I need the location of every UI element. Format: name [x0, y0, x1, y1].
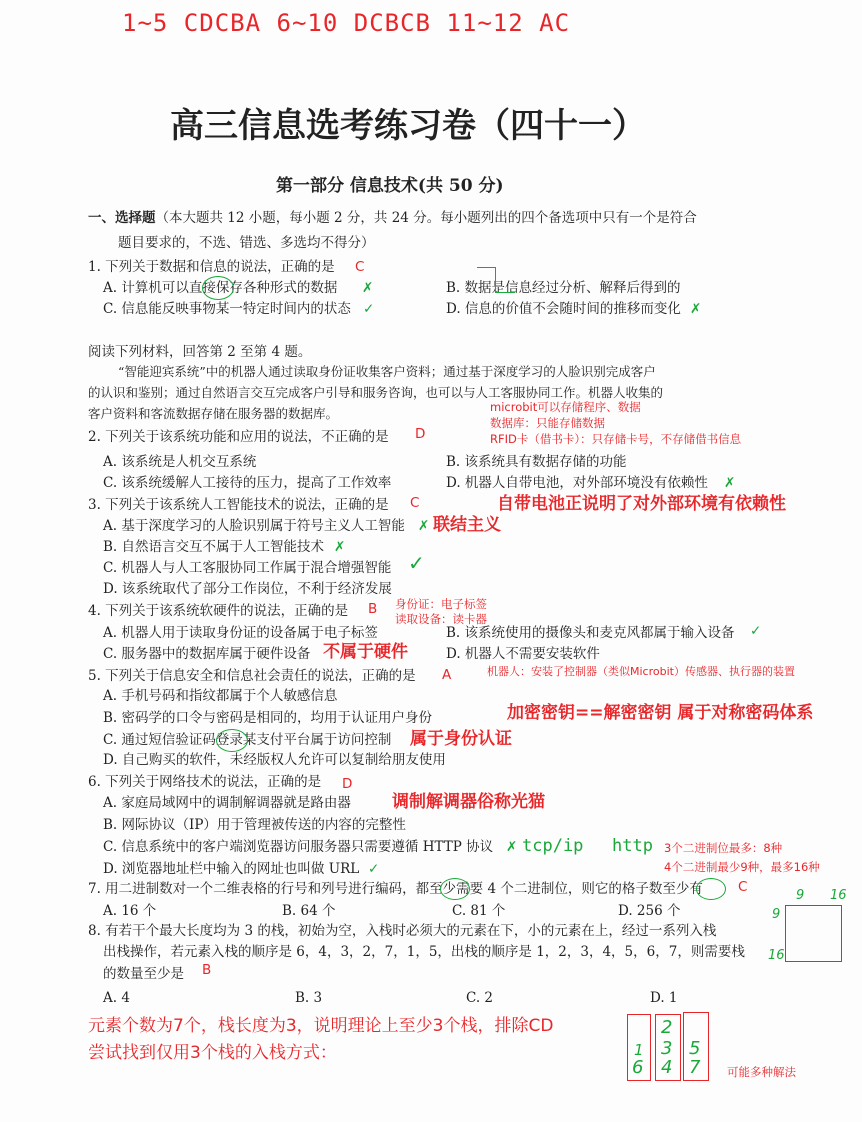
stack-element: 7: [689, 1057, 701, 1078]
q6-option-c: C. 信息系统中的客户端浏览器访问服务器只需要遵循 HTTP 协议: [103, 839, 494, 855]
note-modem: 调制解调器俗称光猫: [392, 792, 545, 812]
q2-option-a: A. 该系统是人机交互系统: [103, 454, 257, 470]
q3-option-a: A. 基于深度学习的人脸识别属于符号主义人工智能: [103, 518, 405, 534]
stack-element: 2: [661, 1017, 673, 1038]
q1-stem: 1. 下列关于数据和信息的说法，正确的是: [88, 259, 335, 275]
q3-stem: 3. 下列关于该系统人工智能技术的说法，正确的是: [88, 497, 389, 513]
check-mark: ✓: [368, 861, 380, 877]
q3-answer: C: [410, 495, 420, 511]
q8-option-b: B. 3: [295, 990, 323, 1006]
stack-element: 6: [632, 1057, 644, 1078]
q5-stem: 5. 下列关于信息安全和信息社会责任的说法，正确的是: [88, 668, 416, 684]
q1-option-c: C. 信息能反映事物某一特定时间内的状态: [103, 301, 351, 317]
note-robot: 机器人：安装了控制器（类似Microbit）传感器、执行器的装置: [487, 665, 795, 678]
swap-mark: [477, 267, 496, 293]
note-bits3: 3个二进制位最多：8种: [664, 841, 783, 855]
grid-sketch: [785, 905, 842, 962]
section-text-2: 题目要求的，不选、错选、多选均不得分）: [118, 235, 375, 251]
q1-option-a: A. 计算机可以直接保存各种形式的数据: [103, 280, 338, 296]
circle-annotation: [440, 878, 470, 900]
note-database: 数据库：只能存储数据: [490, 416, 605, 430]
q6-option-a: A. 家庭局域网中的调制解调器就是路由器: [103, 795, 351, 811]
q6-answer: D: [342, 776, 353, 792]
cross-mark: ✗: [334, 539, 346, 555]
q8-option-c: C. 2: [466, 990, 494, 1006]
q5-option-b: B. 密码学的口令与密码是相同的，均用于认证用户身份: [103, 710, 433, 726]
section-heading: 一、选择题: [88, 210, 156, 226]
q4-answer: B: [368, 601, 378, 617]
q7-option-b: B. 64 个: [282, 903, 336, 919]
note-rfid: RFID卡（借书卡）：只存储卡号，不存储借书信息: [490, 432, 742, 446]
stack-element: 3: [661, 1038, 673, 1059]
q8-stem-line: 8. 有若干个最大长度均为 3 的栈，初始为空，入栈时必须大的元素在下，小的元素在上，经过一系列入栈: [88, 923, 717, 939]
q6-option-b: B. 网际协议（IP）用于管理被传送的内容的完整性: [103, 817, 406, 833]
check-mark: ✓: [363, 301, 375, 317]
q1-option-d: D. 信息的价值不会随时间的推移而变化: [446, 301, 681, 317]
stack-element: 1: [634, 1041, 644, 1059]
check-mark: ✓: [408, 551, 425, 575]
stack-element: 5: [689, 1038, 701, 1059]
q4-option-c: C. 服务器中的数据库属于硬件设备: [103, 646, 311, 662]
grid-label: 16: [830, 888, 847, 903]
cross-mark: ✗: [690, 301, 702, 317]
q8-answer: B: [202, 962, 212, 978]
note-id-card: 身份证：电子标签: [395, 597, 487, 611]
cross-mark: ✗: [418, 518, 430, 534]
check-mark: ✓: [750, 623, 762, 639]
note-bits4: 4个二进制最少9种，最多16种: [664, 860, 820, 874]
q1-answer: C: [355, 259, 365, 275]
q2-option-c: C. 该系统缓解人工接待的压力，提高了工作效率: [103, 475, 392, 491]
note-stack-2: 尝试找到仅用3个栈的入栈方式：: [88, 1043, 337, 1063]
q5-option-c: C. 通过短信验证码登录某支付平台属于访问控制: [103, 732, 392, 748]
material-line: “智能迎宾系统”中的机器人通过读取身份证收集客户资料；通过基于深度学习的人脸识别完成客户: [118, 364, 656, 379]
section-intro: [88, 209, 697, 227]
cross-mark: ✗: [724, 475, 736, 491]
note-auth: 属于身份认证: [410, 729, 512, 749]
note-reader: 读取设备：读卡器: [395, 612, 487, 626]
q8-stem-line: 的数量至少是: [103, 966, 184, 982]
circle-annotation: [216, 729, 248, 752]
note-stack-1: 元素个数为7个，栈长度为3，说明理论上至少3个栈，排除CD: [88, 1016, 554, 1036]
q4-stem: 4. 下列关于该系统软硬件的说法，正确的是: [88, 603, 349, 619]
q3-option-b: B. 自然语言交互不属于人工智能技术: [103, 539, 325, 555]
material-line: 客户资料和客流数据存储在服务器的数据库。: [88, 406, 339, 421]
circle-annotation: [696, 878, 726, 900]
note-http: http: [612, 836, 653, 856]
cross-mark: ✗: [362, 280, 374, 296]
q3-option-d: D. 该系统取代了部分工作岗位，不利于经济发展: [103, 581, 392, 597]
q8-option-a: A. 4: [103, 990, 130, 1006]
q8-stem-line: 出栈操作，若元素入栈的顺序是 6，4，3，2，7，1，5，出栈的顺序是 1，2，3，4，5，6，7，则需要栈: [103, 944, 745, 960]
material-intro: 阅读下列材料，回答第 2 至第 4 题。: [88, 344, 312, 360]
material-line: 的认识和鉴别；通过自然语言交互完成客户引导和服务咨询，也可以与人工客服协同工作。机器人收集的: [88, 385, 664, 400]
note-tcpip: tcp/ip: [522, 836, 584, 856]
q2-option-d: D. 机器人自带电池，对外部环境没有依赖性: [446, 475, 708, 491]
part-heading: 第一部分 信息技术(共 50 分): [276, 176, 504, 196]
note-connectionism: 联结主义: [433, 515, 501, 535]
page-title: 高三信息选考练习卷（四十一）: [170, 106, 646, 146]
grid-label: 9: [772, 907, 781, 922]
q4-option-b: B. 该系统使用的摄像头和麦克风都属于输入设备: [446, 625, 735, 641]
section-text: （本大题共 12 小题，每小题 2 分，共 24 分。每小题列出的四个备选项中只有一个是符合: [155, 210, 697, 226]
q1-option-b: B. 数据是信息经过分析、解释后得到的: [446, 280, 681, 296]
note-symmetric: 加密密钥==解密密钥 属于对称密码体系: [507, 703, 814, 723]
q8-option-d: D. 1: [650, 990, 678, 1006]
cross-mark: ✗: [506, 839, 518, 855]
q2-option-b: B. 该系统具有数据存储的功能: [446, 454, 627, 470]
q7-option-c: C. 81 个: [452, 903, 506, 919]
q4-option-a: A. 机器人用于读取身份证的设备属于电子标签: [103, 625, 378, 641]
note-not-hardware: 不属于硬件: [323, 642, 408, 662]
q2-stem: 2. 下列关于该系统功能和应用的说法，不正确的是: [88, 429, 389, 445]
q5-option-d: D. 自己购买的软件，未经版权人允许可以复制给朋友使用: [103, 752, 446, 768]
q6-stem: 6. 下列关于网络技术的说法，正确的是: [88, 774, 322, 790]
q7-option-d: D. 256 个: [618, 903, 681, 919]
q2-answer: D: [415, 426, 426, 442]
swap-mark: [495, 292, 515, 293]
q3-option-c: C. 机器人与人工客服协同工作属于混合增强智能: [103, 560, 392, 576]
note-battery: 自带电池正说明了对外部环境有依赖性: [497, 494, 786, 514]
q5-answer: A: [442, 667, 452, 683]
stack-element: 4: [661, 1057, 673, 1078]
q7-stem: 7. 用二进制数对一个二维表格的行号和列号进行编码，都至少需要 4 个二进制位，则它的格子数至少有: [88, 881, 703, 897]
q7-option-a: A. 16 个: [103, 903, 157, 919]
note-microbit: microbit可以存储程序、数据: [490, 400, 641, 414]
grid-label: 16: [768, 948, 785, 963]
grid-label: 9: [796, 888, 805, 903]
circle-annotation: [202, 276, 234, 300]
note-multiple: 可能多种解法: [727, 1065, 796, 1079]
q6-option-d: D. 浏览器地址栏中输入的网址也叫做 URL: [103, 861, 360, 877]
answer-key: 1~5 CDCBA 6~10 DCBCB 11~12 AC: [122, 9, 571, 37]
q7-answer: C: [738, 879, 748, 895]
q5-option-a: A. 手机号码和指纹都属于个人敏感信息: [103, 688, 338, 704]
q4-option-d: D. 机器人不需要安装软件: [446, 646, 600, 662]
